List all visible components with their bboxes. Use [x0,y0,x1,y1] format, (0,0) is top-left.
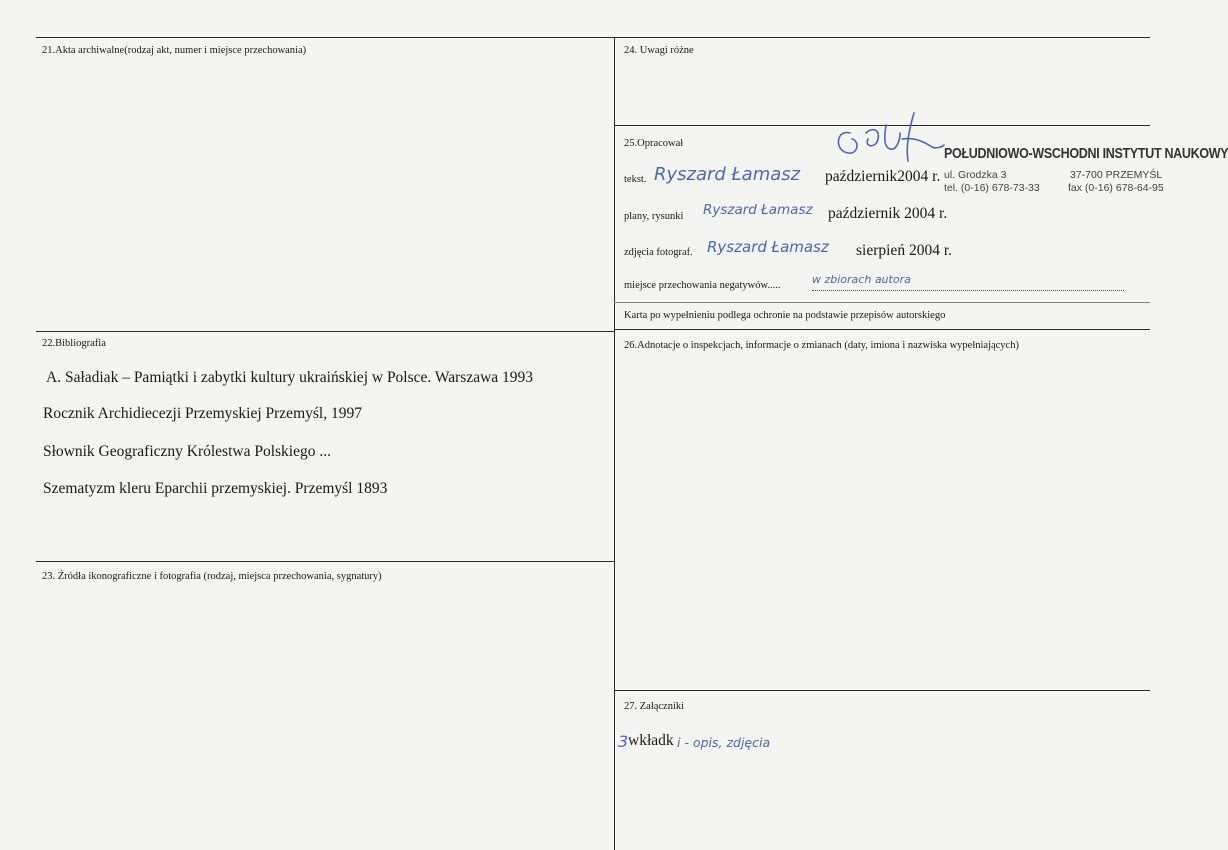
signature [826,103,946,165]
attachments-handwritten: i - opis, zdjęcia [677,735,771,750]
bibliography-entry: Rocznik Archidiecezji Przemyskiej Przemyśl, 1997 [43,405,362,422]
copyright-note: Karta po wypełnieniu podlega ochronie na podstawie przepisów autorskiego [624,310,946,321]
section-25-label: 25.Opracował [624,138,684,149]
divider-21-22 [36,331,614,332]
stamp-fax: fax (0-16) 678-64-95 [1068,182,1164,194]
plany-date: październik 2004 r. [828,205,948,222]
stamp-city: 37-700 PRZEMYŚL [1070,169,1163,181]
divider-25-note [614,302,1150,303]
stamp-street: ul. Grodzka 3 [944,169,1007,181]
divider-26-27 [614,690,1150,691]
section-24-label: 24. Uwagi różne [624,45,694,56]
attachments-printed: wkładk [628,732,674,749]
center-divider [614,37,615,850]
stamp-title: POŁUDNIOWO-WSCHODNI INSTYTUT NAUKOWY [944,145,1228,162]
divider-22-23 [36,561,614,562]
institute-stamp [944,145,1228,194]
bibliography-entry: Słownik Geograficzny Królestwa Polskiego ... [43,443,331,460]
section-26-label: 26.Adnotacje o inspekcjach, informacje o zmianach (daty, imiona i nazwiska wypełniających) [624,340,1019,351]
divider-25-26 [614,329,1150,330]
section-23-label: 23. Źródła ikonograficzne i fotografia (rodzaj, miejsca przechowania, sygnatury) [42,571,382,582]
zdjecia-label: zdjęcia fotograf. [624,247,693,258]
tekst-date: październik2004 r. [825,168,941,185]
attachments-count-handwritten: 3 [618,732,629,751]
negatywy-dotted-line [812,280,1124,291]
plany-label: plany, rysunki [624,211,684,222]
negatywy-handwritten: w zbiorach autora [812,273,911,286]
plany-author-handwritten: Ryszard Łamasz [703,202,813,218]
section-27-label: 27. Załączniki [624,701,685,712]
top-border [36,37,1150,38]
tekst-label: tekst. [624,174,647,185]
negatywy-label: miejsce przechowania negatywów..... [624,280,781,291]
section-22-label: 22.Bibliografia [42,338,106,349]
bibliography-entry: A. Saładiak – Pamiątki i zabytki kultury ukraińskiej w Polsce. Warszawa 1993 [46,369,534,386]
bibliography-entry: Szematyzm kleru Eparchii przemyskiej. Przemyśl 1893 [43,480,388,497]
zdjecia-author-handwritten: Ryszard Łamasz [707,238,829,256]
stamp-tel: tel. (0-16) 678-73-33 [944,182,1040,194]
zdjecia-date: sierpień 2004 r. [856,242,952,259]
tekst-author-handwritten: Ryszard Łamasz [654,164,801,185]
section-21-label: 21.Akta archiwalne(rodzaj akt, numer i miejsce przechowania) [42,45,307,56]
